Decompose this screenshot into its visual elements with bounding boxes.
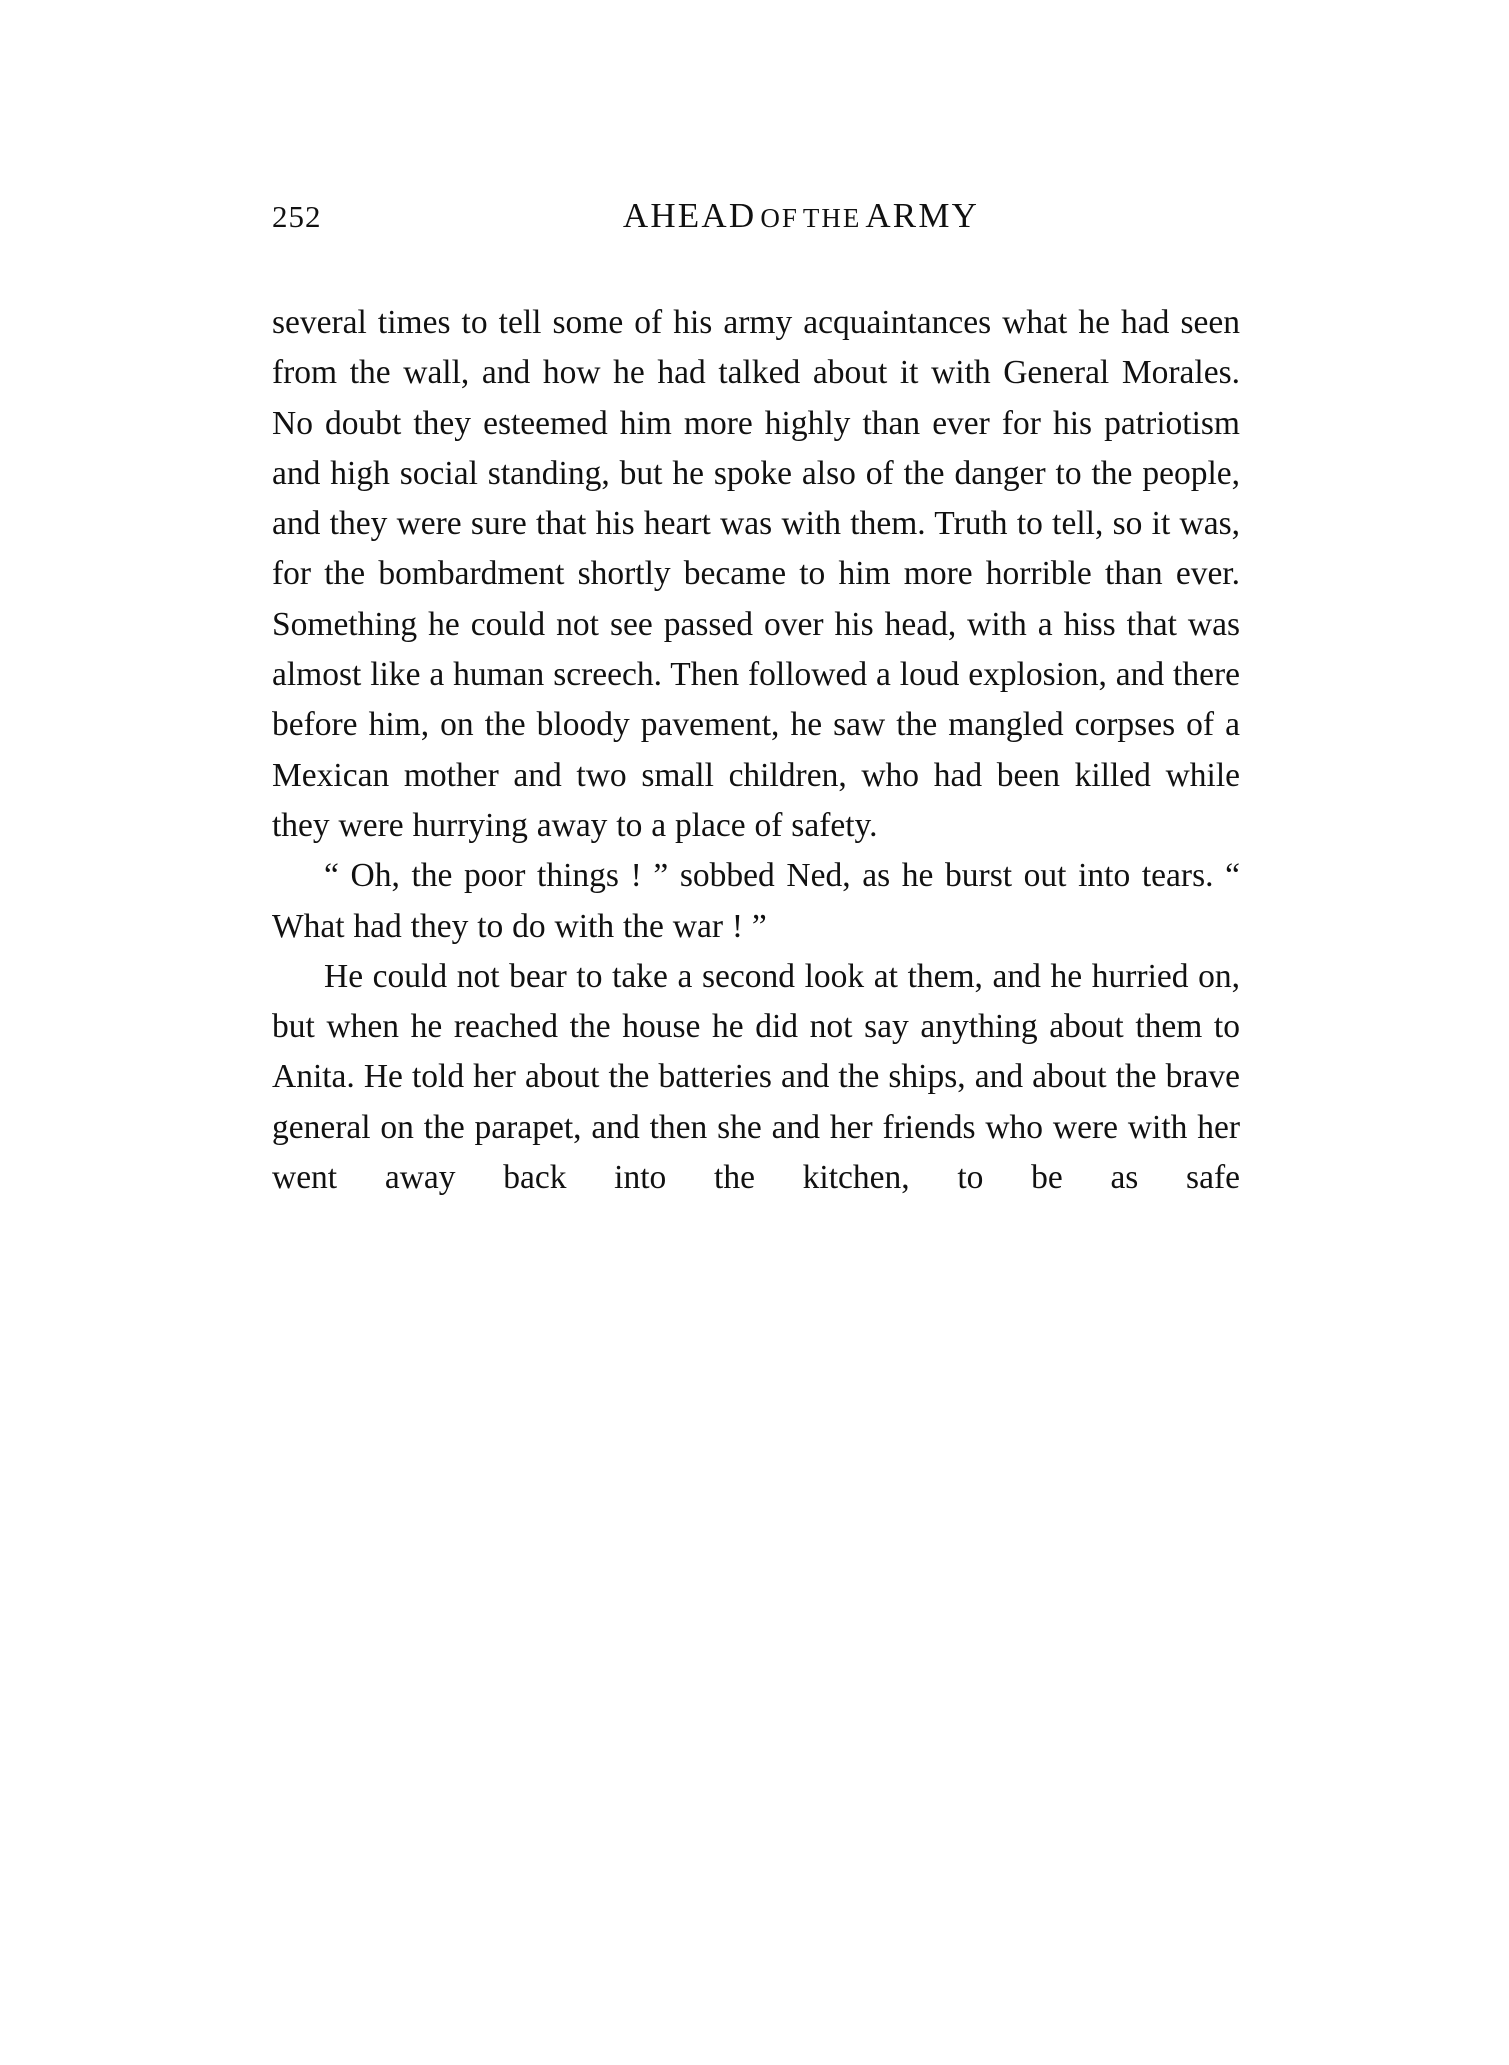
running-head-word-1: AHEAD xyxy=(622,196,757,235)
page-number: 252 xyxy=(272,199,322,234)
page-content xyxy=(272,196,1240,1254)
body-text xyxy=(272,298,1240,1254)
running-head xyxy=(272,196,1240,236)
running-head-word-4: ARMY xyxy=(865,196,980,235)
paragraph: He could not bear to take a second look at them, and he hurried on, but when he reached the house he did not say anything about them to Anita. He told her about the batteries and the ships, and about the brave general on the parapet, and then she and her friends who were with her went away back into the kitchen, to be as safe xyxy=(272,957,1240,1197)
running-head-word-3: THE xyxy=(802,203,862,233)
paragraph: “ Oh, the poor things ! ” sobbed Ned, as he burst out into tears. “ What had they to do with the war ! ” xyxy=(272,857,1240,945)
running-head-word-2: OF xyxy=(760,203,799,233)
paragraph: several times to tell some of his army acquaintances what he had seen from the wall, and how he had talked about it with General Morales. No doubt they esteemed him more highly than ever for his patriotism and high social standing, but he spoke also of the danger to the people, and they were sure that his heart was with them. Truth to tell, so it was, for the bombardment shortly became to him more horrible than ever. Something he could not see passed over his head, with a hiss that was almost like a human screech. Then followed a loud explosion, and there before him, on the bloody pavement, he saw the mangled corpses of a Mexican mother and two small children, who had been killed while they were hurrying away to a place of safety. xyxy=(272,304,1240,844)
running-head-title xyxy=(392,196,1240,236)
